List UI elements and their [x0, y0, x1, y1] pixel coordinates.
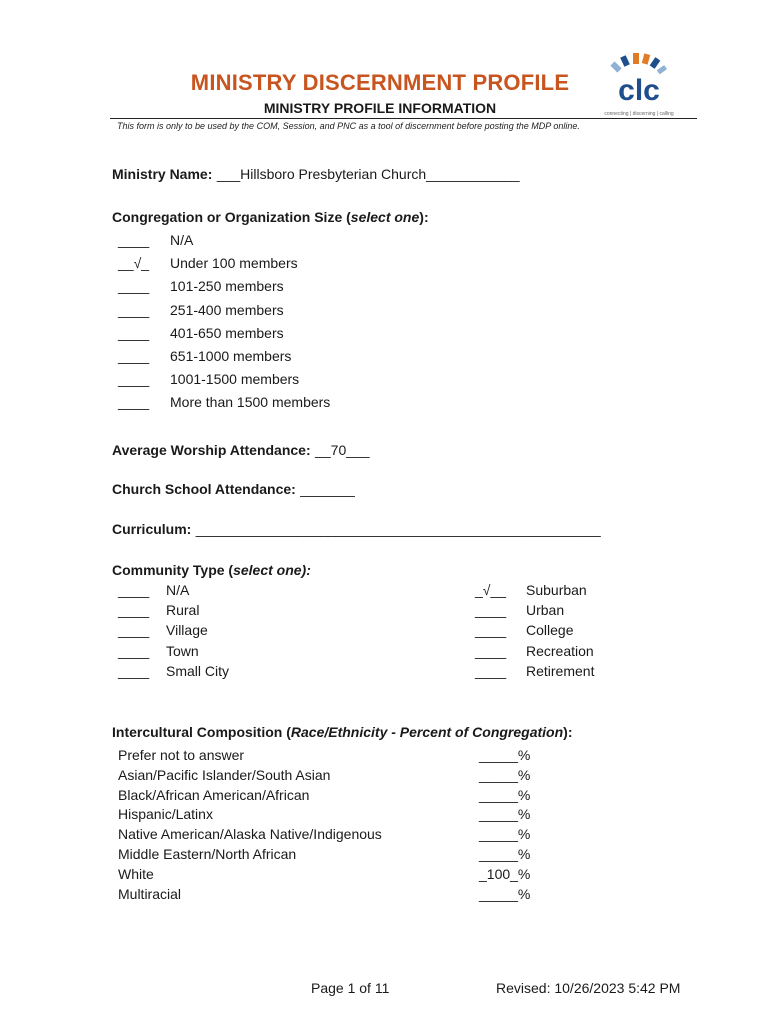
church-school-field	[112, 481, 355, 499]
community-type-heading: Community Type (select one):	[112, 562, 311, 578]
usage-note: This form is only to be used by the COM, Session, and PNC as a tool of discernment before posting the MDP online.	[117, 121, 580, 131]
community-option-label: Town	[166, 642, 199, 659]
community-option-mark[interactable]: ____	[475, 642, 507, 659]
intercultural-label: Prefer not to answer	[118, 747, 245, 763]
size-option-label: 401-650 members	[170, 324, 284, 341]
logo-rays-icon	[610, 53, 667, 74]
community-option	[475, 582, 587, 598]
community-option	[475, 663, 594, 679]
community-option	[118, 602, 199, 618]
community-option-mark[interactable]: ____	[118, 602, 150, 619]
intercultural-value[interactable]: _____%	[479, 766, 531, 783]
congregation-size-heading: Congregation or Organization Size (select one):	[112, 209, 429, 225]
intercultural-value[interactable]: _____%	[479, 806, 531, 823]
community-option-mark[interactable]: ____	[118, 642, 150, 659]
community-option-label: Village	[166, 622, 208, 639]
page-title: MINISTRY DISCERNMENT PROFILE	[190, 70, 570, 95]
worship-attendance-field	[112, 442, 370, 460]
size-option	[118, 394, 330, 410]
worship-attendance-label: Average Worship Attendance:	[112, 442, 311, 458]
intercultural-heading: Intercultural Composition (Race/Ethnicity - Percent of Congregation):	[112, 724, 573, 740]
page-subtitle: MINISTRY PROFILE INFORMATION	[263, 100, 497, 116]
community-option-label: Urban	[526, 602, 565, 619]
community-option-label: Suburban	[526, 582, 587, 598]
intercultural-value[interactable]: _____%	[479, 885, 531, 902]
community-option-mark[interactable]: ____	[475, 602, 507, 619]
size-option-label: 1001-1500 members	[170, 371, 300, 388]
community-option	[475, 622, 573, 638]
revised-date: Revised: 10/26/2023 5:42 PM	[496, 980, 681, 996]
page-number: Page 1 of 11	[311, 980, 390, 996]
size-option-mark[interactable]: ____	[118, 324, 150, 341]
logo-tagline: connecting | discerning | calling	[604, 111, 674, 117]
intercultural-label: White	[118, 865, 154, 882]
community-option-label: Small City	[166, 662, 230, 679]
size-option	[118, 255, 298, 271]
community-option-mark[interactable]: ____	[118, 582, 150, 598]
community-option	[118, 582, 189, 598]
clc-logo	[595, 48, 683, 120]
community-option	[118, 643, 199, 659]
ministry-name-field	[112, 166, 520, 184]
size-option-label: More than 1500 members	[170, 394, 331, 411]
size-option-mark[interactable]: ____	[118, 301, 150, 318]
size-option	[118, 302, 284, 318]
size-option	[118, 232, 193, 248]
size-option-label: N/A	[170, 232, 194, 248]
size-option-label: 251-400 members	[170, 301, 284, 318]
size-option-label: Under 100 members	[170, 255, 298, 272]
intercultural-value[interactable]: _____%	[479, 826, 531, 843]
community-option	[475, 643, 594, 659]
logo-wordmark: clc	[618, 74, 660, 107]
community-option-mark[interactable]: ____	[118, 662, 150, 679]
community-option-mark[interactable]: ____	[475, 662, 507, 679]
intercultural-label: Multiracial	[118, 885, 182, 902]
community-option-label: Retirement	[526, 662, 595, 679]
size-option	[118, 371, 299, 387]
intercultural-label: Native American/Alaska Native/Indigenous	[118, 826, 382, 843]
size-option-label: 651-1000 members	[170, 348, 292, 364]
community-option-mark[interactable]: _√__	[475, 582, 507, 598]
intercultural-value[interactable]: _____%	[479, 747, 531, 763]
intercultural-value[interactable]: _____%	[479, 846, 531, 862]
size-option-label: 101-250 members	[170, 278, 284, 295]
size-option-mark[interactable]: ____	[118, 371, 150, 388]
size-option-mark[interactable]: ____	[118, 232, 150, 248]
ministry-name-value[interactable]: ___Hillsboro Presbyterian Church____________	[216, 166, 520, 182]
intercultural-label: Asian/Pacific Islander/South Asian	[118, 766, 331, 783]
intercultural-label: Middle Eastern/North African	[118, 846, 297, 862]
intercultural-value[interactable]: _____%	[479, 786, 531, 803]
intercultural-label: Hispanic/Latinx	[118, 806, 213, 823]
community-option-mark[interactable]: ____	[118, 622, 150, 639]
community-option	[475, 602, 564, 618]
size-option	[118, 348, 291, 364]
community-option	[118, 622, 208, 638]
curriculum-label: Curriculum:	[112, 521, 192, 537]
worship-attendance-value[interactable]: __70___	[315, 442, 370, 458]
size-option-mark[interactable]: ____	[118, 348, 150, 364]
church-school-label: Church School Attendance:	[112, 481, 296, 497]
curriculum-field	[112, 521, 601, 539]
intercultural-label: Black/African American/African	[118, 786, 310, 803]
church-school-value[interactable]: _______	[300, 481, 355, 497]
community-option-label: Rural	[166, 602, 200, 619]
community-option-mark[interactable]: ____	[475, 622, 507, 639]
size-option-mark[interactable]: ____	[118, 278, 150, 295]
community-option-label: Recreation	[526, 642, 594, 659]
community-option-label: College	[526, 622, 574, 639]
curriculum-value[interactable]: ____________________________________________________	[195, 521, 601, 537]
size-option-mark[interactable]: ____	[118, 394, 150, 411]
size-option	[118, 325, 284, 341]
size-option	[118, 278, 284, 294]
community-option	[118, 663, 229, 679]
community-option-label: N/A	[166, 582, 190, 598]
ministry-name-label: Ministry Name:	[112, 166, 213, 182]
intercultural-value[interactable]: _100_%	[479, 865, 531, 882]
size-option-mark[interactable]: __√_	[118, 255, 150, 272]
